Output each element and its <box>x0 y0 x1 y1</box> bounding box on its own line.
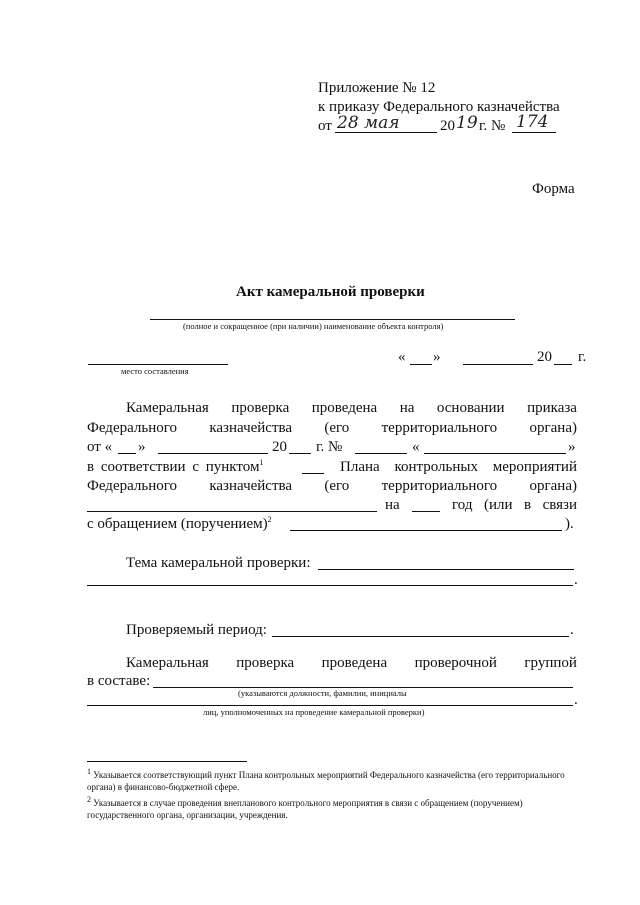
place-caption: место составления <box>121 366 189 376</box>
group-caption-1: (указываются должности, фамилии, инициалы <box>238 688 407 698</box>
order-day-line <box>118 453 136 454</box>
order-date-close: » <box>138 439 146 455</box>
handwritten-year: 19 <box>456 113 478 133</box>
word: Камеральная <box>126 655 209 671</box>
subject-line-1 <box>318 569 574 570</box>
group-row1 <box>126 655 577 672</box>
document-title: Акт камеральной проверки <box>236 284 425 300</box>
word: (его <box>324 420 350 436</box>
date-year-suffix: г. <box>578 349 587 365</box>
plan-point-line <box>302 473 324 474</box>
word: проверка <box>236 655 295 671</box>
year-line <box>554 364 572 365</box>
order-date-open: от « <box>87 439 113 455</box>
word: проведена <box>321 655 388 671</box>
word: проведена <box>311 400 378 416</box>
word: Федерального <box>87 478 178 494</box>
order-year-line <box>289 453 311 454</box>
place-line <box>88 364 228 365</box>
appeal-line <box>290 530 562 531</box>
word: территориального <box>381 478 498 494</box>
subject-line-2 <box>87 585 573 586</box>
date-open-quote: « <box>398 349 406 365</box>
subject-end: . <box>574 572 578 588</box>
year-suffix-number: г. № <box>479 118 506 134</box>
subject-label: Тема камеральной проверки: <box>126 555 311 571</box>
word: контрольных <box>394 459 478 475</box>
footnote-1 <box>87 769 577 793</box>
plan-point-label: в соответствии с пунктом <box>87 459 260 475</box>
footnote-2 <box>87 797 577 821</box>
order-number-label: г. № <box>316 439 343 455</box>
footnote-ref-2: 2 <box>267 515 272 524</box>
footnote-text-2: Указывается в случае проведения внепланового контрольного мероприятия в связи с обращением (поручением) государственного органа, организации, учреждения. <box>87 798 523 820</box>
period-end: . <box>570 622 574 638</box>
plan-year-line <box>412 511 440 512</box>
word: органа) <box>529 478 577 494</box>
plan-point-text <box>87 459 263 476</box>
appeal-label: с обращением (поручением) <box>87 516 268 532</box>
group-end: . <box>574 692 578 708</box>
word: (его <box>324 478 350 494</box>
period-line <box>272 636 569 637</box>
footnote-mark-1: 1 <box>87 767 91 776</box>
footnote-mark-2: 2 <box>87 795 91 804</box>
order-title-line <box>424 453 566 454</box>
word: год <box>452 497 473 513</box>
word: мероприятий <box>492 459 577 475</box>
word: на <box>385 497 400 513</box>
word: в <box>524 497 532 513</box>
word: приказа <box>527 400 577 416</box>
year-prefix: 20 <box>440 118 455 134</box>
word: на <box>399 400 415 416</box>
word: территориального <box>381 420 498 436</box>
word: Плана <box>340 459 380 475</box>
body-name-line <box>87 511 377 512</box>
footnote-separator <box>87 761 247 762</box>
order-reference: к приказу Федерального казначейства <box>318 99 560 115</box>
handwritten-date: 28 мая <box>337 113 400 133</box>
paragraph1-row6-words <box>452 497 577 514</box>
date-prefix: от <box>318 118 332 134</box>
word: Камеральная <box>126 400 209 416</box>
date-year-prefix: 20 <box>537 349 552 365</box>
number-underline <box>512 132 556 133</box>
word: группой <box>524 655 577 671</box>
plan-name-words <box>340 459 577 476</box>
word: проверка <box>231 400 290 416</box>
form-label: Форма <box>532 181 575 197</box>
object-name-line <box>150 319 515 320</box>
appeal-text <box>87 516 272 533</box>
period-label: Проверяемый период: <box>126 622 267 638</box>
order-title-open: « <box>412 439 420 455</box>
paragraph1-row5 <box>87 478 577 495</box>
month-line <box>463 364 533 365</box>
order-title-close: » <box>568 439 576 455</box>
appeal-end: ). <box>565 516 574 532</box>
group-caption-2: лиц, уполномоченных на проведение камеральной проверки) <box>203 707 425 717</box>
group-line-2 <box>87 705 573 706</box>
order-month-line <box>158 453 268 454</box>
date-underline <box>335 132 437 133</box>
word: связи <box>542 497 577 513</box>
word: органа) <box>529 420 577 436</box>
handwritten-number: 174 <box>516 112 549 132</box>
footnote-ref-1: 1 <box>259 458 264 467</box>
date-close-quote: » <box>433 349 441 365</box>
word: (или <box>483 497 513 513</box>
appendix-number: Приложение № 12 <box>318 80 436 96</box>
day-line <box>410 364 432 365</box>
word: проверочной <box>414 655 497 671</box>
word: основании <box>436 400 505 416</box>
order-year-prefix: 20 <box>272 439 287 455</box>
word: Федерального <box>87 420 178 436</box>
paragraph1-row1 <box>126 400 577 417</box>
order-number-line <box>355 453 407 454</box>
footnote-text-1: Указывается соответствующий пункт Плана контрольных мероприятий Федерального казначейства (его территориального органа) в финансово-бюджетной сфере. <box>87 770 565 792</box>
word: казначейства <box>209 420 293 436</box>
word: казначейства <box>209 478 293 494</box>
group-composition-label: в составе: <box>87 673 151 689</box>
object-name-caption: (полное и сокращенное (при наличии) наименование объекта контроля) <box>183 321 444 331</box>
paragraph1-row2 <box>87 420 577 437</box>
